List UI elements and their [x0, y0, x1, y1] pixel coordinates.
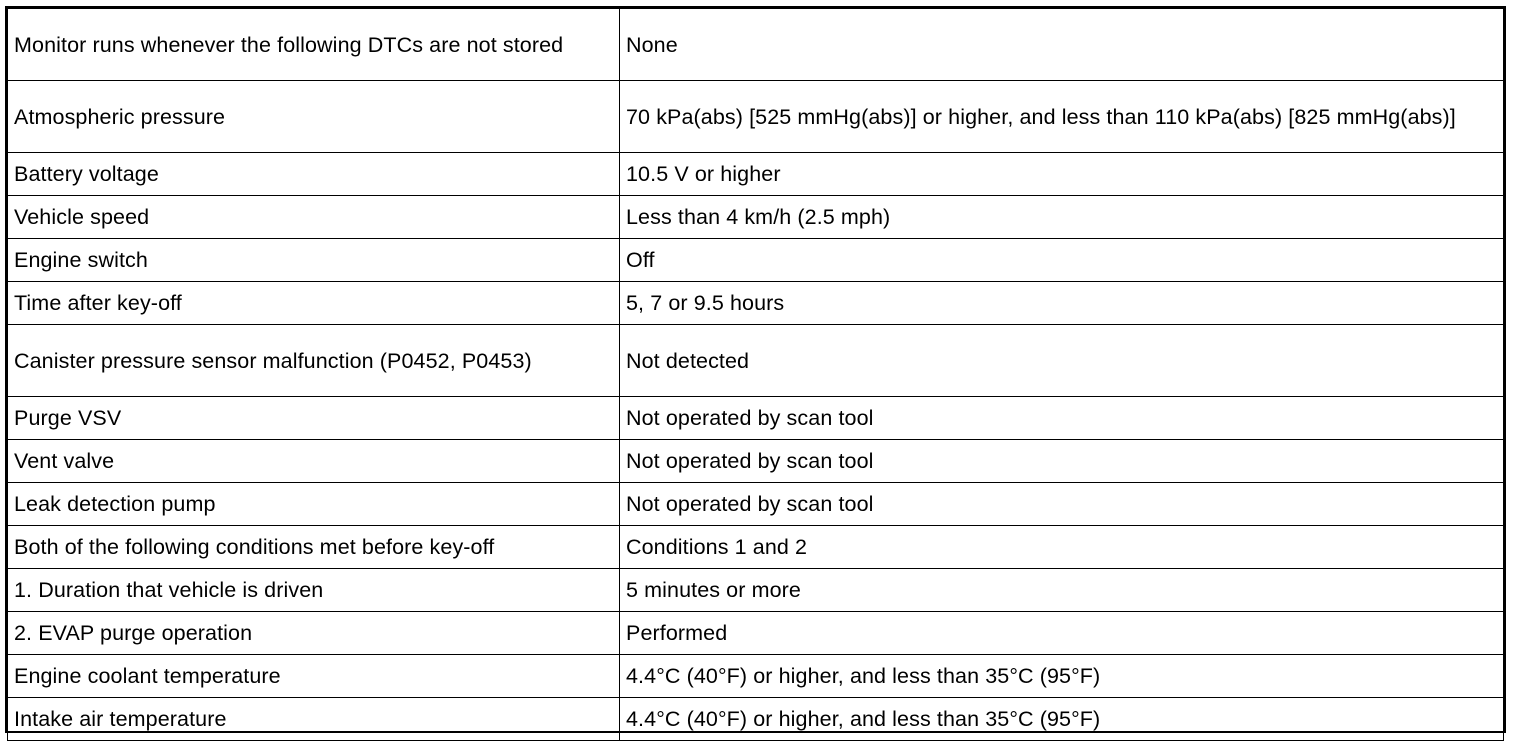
- table-row: [8, 526, 1504, 569]
- condition-spec-cell: 5, 7 or 9.5 hours: [620, 282, 1504, 325]
- table-row: [8, 397, 1504, 440]
- condition-item-cell: Purge VSV: [8, 397, 620, 440]
- condition-item-cell: Time after key-off: [8, 282, 620, 325]
- table-row: [8, 569, 1504, 612]
- condition-item-cell: Leak detection pump: [8, 483, 620, 526]
- table-row: [8, 655, 1504, 698]
- conditions-table: [7, 8, 1504, 741]
- table-row: [8, 440, 1504, 483]
- condition-item-cell: Vehicle speed: [8, 196, 620, 239]
- table-row: [8, 483, 1504, 526]
- condition-spec-cell: Off: [620, 239, 1504, 282]
- condition-item-cell: Battery voltage: [8, 153, 620, 196]
- table-row: [8, 153, 1504, 196]
- condition-item-cell: 2. EVAP purge operation: [8, 612, 620, 655]
- table-row: [8, 325, 1504, 397]
- condition-item-cell: 1. Duration that vehicle is driven: [8, 569, 620, 612]
- condition-item-cell: Both of the following conditions met before key-off: [8, 526, 620, 569]
- condition-spec-cell: None: [620, 9, 1504, 81]
- condition-spec-cell: 10.5 V or higher: [620, 153, 1504, 196]
- table-row: [8, 612, 1504, 655]
- condition-item-cell: Monitor runs whenever the following DTCs are not stored: [8, 9, 620, 81]
- condition-spec-cell: 70 kPa(abs) [525 mmHg(abs)] or higher, and less than 110 kPa(abs) [825 mmHg(abs)]: [620, 81, 1504, 153]
- table-row: [8, 282, 1504, 325]
- table-row: [8, 698, 1504, 741]
- condition-item-cell: Engine switch: [8, 239, 620, 282]
- condition-spec-cell: 4.4°C (40°F) or higher, and less than 35°C (95°F): [620, 698, 1504, 741]
- conditions-table-container: [5, 6, 1506, 733]
- conditions-table-body: [8, 9, 1504, 741]
- condition-spec-cell: 5 minutes or more: [620, 569, 1504, 612]
- condition-item-cell: Canister pressure sensor malfunction (P0452, P0453): [8, 325, 620, 397]
- condition-item-cell: Atmospheric pressure: [8, 81, 620, 153]
- condition-spec-cell: Performed: [620, 612, 1504, 655]
- condition-spec-cell: Not operated by scan tool: [620, 483, 1504, 526]
- condition-spec-cell: Not operated by scan tool: [620, 397, 1504, 440]
- table-row: [8, 9, 1504, 81]
- condition-spec-cell: Less than 4 km/h (2.5 mph): [620, 196, 1504, 239]
- condition-spec-cell: Not detected: [620, 325, 1504, 397]
- condition-spec-cell: Not operated by scan tool: [620, 440, 1504, 483]
- condition-spec-cell: 4.4°C (40°F) or higher, and less than 35°C (95°F): [620, 655, 1504, 698]
- condition-item-cell: Engine coolant temperature: [8, 655, 620, 698]
- condition-item-cell: Intake air temperature: [8, 698, 620, 741]
- table-row: [8, 196, 1504, 239]
- table-row: [8, 81, 1504, 153]
- condition-spec-cell: Conditions 1 and 2: [620, 526, 1504, 569]
- table-row: [8, 239, 1504, 282]
- condition-item-cell: Vent valve: [8, 440, 620, 483]
